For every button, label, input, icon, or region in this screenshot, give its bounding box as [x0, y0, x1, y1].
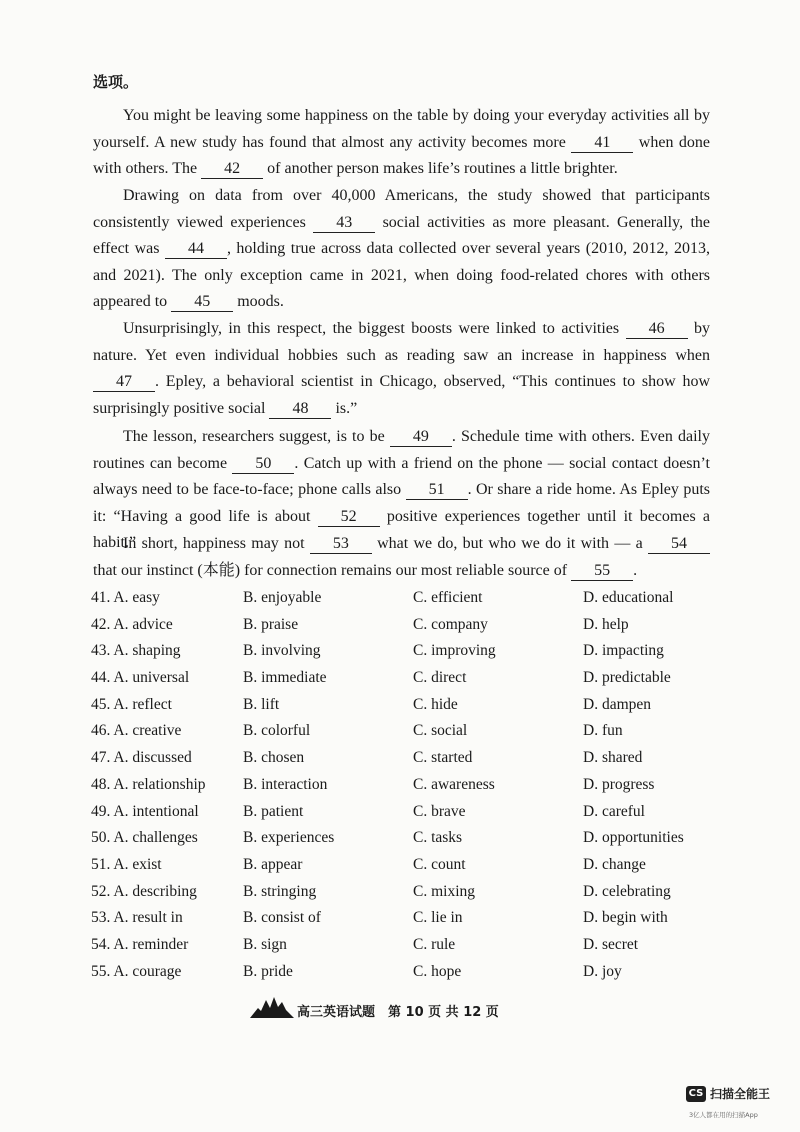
passage-paragraph-3 [93, 316, 710, 422]
option-d: D. careful [583, 802, 645, 820]
option-c: C. mixing [413, 882, 476, 900]
option-d: D. celebrating [583, 882, 671, 900]
option-a: 47. A. discussed [91, 749, 192, 767]
option-b: B. appear [243, 855, 303, 873]
option-c: C. rule [413, 935, 456, 953]
option-c: C. hide [413, 695, 458, 713]
option-b: B. stringing [243, 882, 317, 900]
option-row [91, 718, 711, 745]
option-a: 41. A. easy [91, 589, 160, 606]
passage-text: You might be leaving some happiness on the table by doing your everyday activities all by yourself. A new study has found that almost any activity becomes more [93, 107, 710, 151]
option-d: D. change [583, 855, 646, 873]
answer-blank: 47 [93, 373, 155, 392]
answer-blank: 54 [648, 535, 710, 554]
option-d: D. begin with [583, 909, 668, 927]
option-b: B. lift [243, 695, 280, 713]
passage-text: positive experiences together until it becomes a habit.” [93, 507, 710, 552]
answer-blank: 41 [571, 134, 633, 153]
passage-paragraph-5 [93, 531, 710, 584]
option-a: 42. A. advice [91, 615, 173, 633]
cs-scanner-logo-icon: CS [686, 1086, 706, 1102]
answer-options-list [91, 585, 711, 985]
answer-blank: 51 [406, 481, 468, 500]
option-row [91, 905, 711, 932]
option-row [91, 959, 711, 986]
option-a: 46. A. creative [91, 722, 182, 740]
passage-text: Drawing on data from over 40,000 Americans, the study showed that participants consistently viewed experiences [93, 187, 710, 231]
option-row [91, 825, 711, 852]
option-b: B. involving [243, 642, 321, 660]
option-c: C. lie in [413, 909, 463, 927]
option-row [91, 852, 711, 879]
option-d: D. progress [583, 775, 655, 793]
option-d: D. help [583, 615, 629, 633]
option-d: D. dampen [583, 695, 652, 713]
option-c: C. social [413, 722, 468, 740]
passage-text: what we do, but who we do it with — a [371, 535, 648, 552]
option-a: 52. A. describing [91, 882, 197, 900]
scanner-app-name: 扫描全能王 [710, 1087, 771, 1101]
passage-text: of another person makes life’s routines a little brighter. [263, 160, 618, 178]
option-b: B. enjoyable [243, 589, 322, 606]
option-row [91, 692, 711, 719]
answer-blank: 44 [165, 240, 227, 259]
mountain-logo-icon [248, 994, 296, 1020]
passage-text: The lesson, researchers suggest, is to be [123, 428, 390, 445]
passage-text: , holding true across data collected over several years (2010, 2012, 2013, and 2021). The only exception came in 2021, when doing food-related chores with others appeared to [93, 240, 711, 311]
option-d: D. fun [583, 722, 623, 740]
answer-blank: 46 [626, 320, 688, 339]
option-row [91, 745, 711, 772]
option-c: C. company [413, 615, 488, 633]
passage-text: that our instinct (本能) for connection remains our most reliable source of [93, 561, 572, 579]
passage-text: . Catch up with a friend on the phone — social contact doesn’t always need to be face-to-face; phone calls also [93, 454, 710, 499]
option-a: 45. A. reflect [91, 695, 172, 713]
passage-text: . Schedule time with others. Even daily routines can become [93, 428, 710, 472]
option-c: C. improving [413, 642, 496, 660]
option-b: B. pride [243, 962, 293, 980]
option-d: D. shared [583, 749, 643, 767]
section-heading: 选项。 [93, 73, 139, 91]
option-d: D. joy [583, 962, 622, 980]
option-row [91, 585, 711, 612]
answer-blank: 45 [171, 293, 233, 312]
answer-blank: 43 [313, 214, 375, 233]
passage-text: Unsurprisingly, in this respect, the biggest boosts were linked to activities [123, 320, 626, 337]
option-d: D. opportunities [583, 829, 684, 847]
option-d: D. predictable [583, 669, 671, 687]
option-b: B. patient [243, 802, 304, 820]
answer-blank: 48 [269, 400, 331, 419]
option-a: 54. A. reminder [91, 935, 189, 953]
option-c: C. count [413, 855, 466, 873]
option-b: B. interaction [243, 775, 328, 793]
option-row [91, 665, 711, 692]
answer-blank: 49 [390, 428, 452, 447]
passage-text: . Or share a ride home. As Epley puts it: “Having a good life is about [93, 481, 710, 525]
answer-blank: 50 [232, 455, 294, 474]
option-d: D. impacting [583, 642, 664, 660]
passage-text: when done with others. The [93, 133, 711, 178]
passage-text: is.” [331, 399, 358, 417]
option-a: 55. A. courage [91, 962, 182, 980]
option-c: C. tasks [413, 829, 463, 847]
answer-blank: 53 [310, 535, 372, 554]
passage-text: by nature. Yet even individual hobbies such as reading saw an increase in happiness when [93, 320, 710, 364]
passage-paragraph-1 [93, 103, 710, 183]
option-a: 53. A. result in [91, 909, 183, 927]
option-row [91, 932, 711, 959]
option-a: 43. A. shaping [91, 642, 181, 660]
option-b: B. immediate [243, 669, 327, 687]
option-b: B. consist of [243, 909, 321, 927]
option-d: D. secret [583, 935, 639, 953]
option-b: B. sign [243, 935, 287, 953]
option-c: C. awareness [413, 775, 495, 793]
answer-blank: 52 [318, 508, 380, 527]
option-row [91, 612, 711, 639]
option-row [91, 772, 711, 799]
option-row [91, 799, 711, 826]
option-c: C. direct [413, 669, 467, 687]
option-b: B. experiences [243, 829, 335, 847]
option-c: C. brave [413, 802, 466, 820]
passage-text: . [633, 561, 638, 579]
option-b: B. praise [243, 615, 299, 633]
passage-text: moods. [233, 293, 284, 311]
option-c: C. hope [413, 962, 462, 980]
option-a: 48. A. relationship [91, 775, 206, 793]
option-b: B. colorful [243, 722, 311, 740]
passage-paragraph-2 [93, 183, 710, 316]
option-a: 44. A. universal [91, 669, 190, 687]
passage-text: In short, happiness may not [123, 535, 310, 552]
option-d: D. educational [583, 589, 674, 606]
option-b: B. chosen [243, 749, 305, 767]
passage-text: . Epley, a behavioral scientist in Chicago, observed, “This continues to show how surprisingly positive social [93, 373, 710, 417]
page-footer: 高三英语试题 第 10 页 共 12 页 [297, 1005, 499, 1020]
option-a: 51. A. exist [91, 855, 162, 873]
answer-blank: 42 [201, 160, 263, 179]
answer-blank: 55 [571, 562, 633, 581]
option-a: 50. A. challenges [91, 829, 198, 847]
passage-text: social activities as more pleasant. Generally, the effect was [93, 213, 710, 258]
option-row [91, 879, 711, 906]
scanner-tagline: 3亿人都在用的扫描App [689, 1111, 758, 1119]
option-a: 49. A. intentional [91, 802, 199, 820]
option-c: C. efficient [413, 589, 483, 606]
option-row [91, 638, 711, 665]
option-c: C. started [413, 749, 473, 767]
